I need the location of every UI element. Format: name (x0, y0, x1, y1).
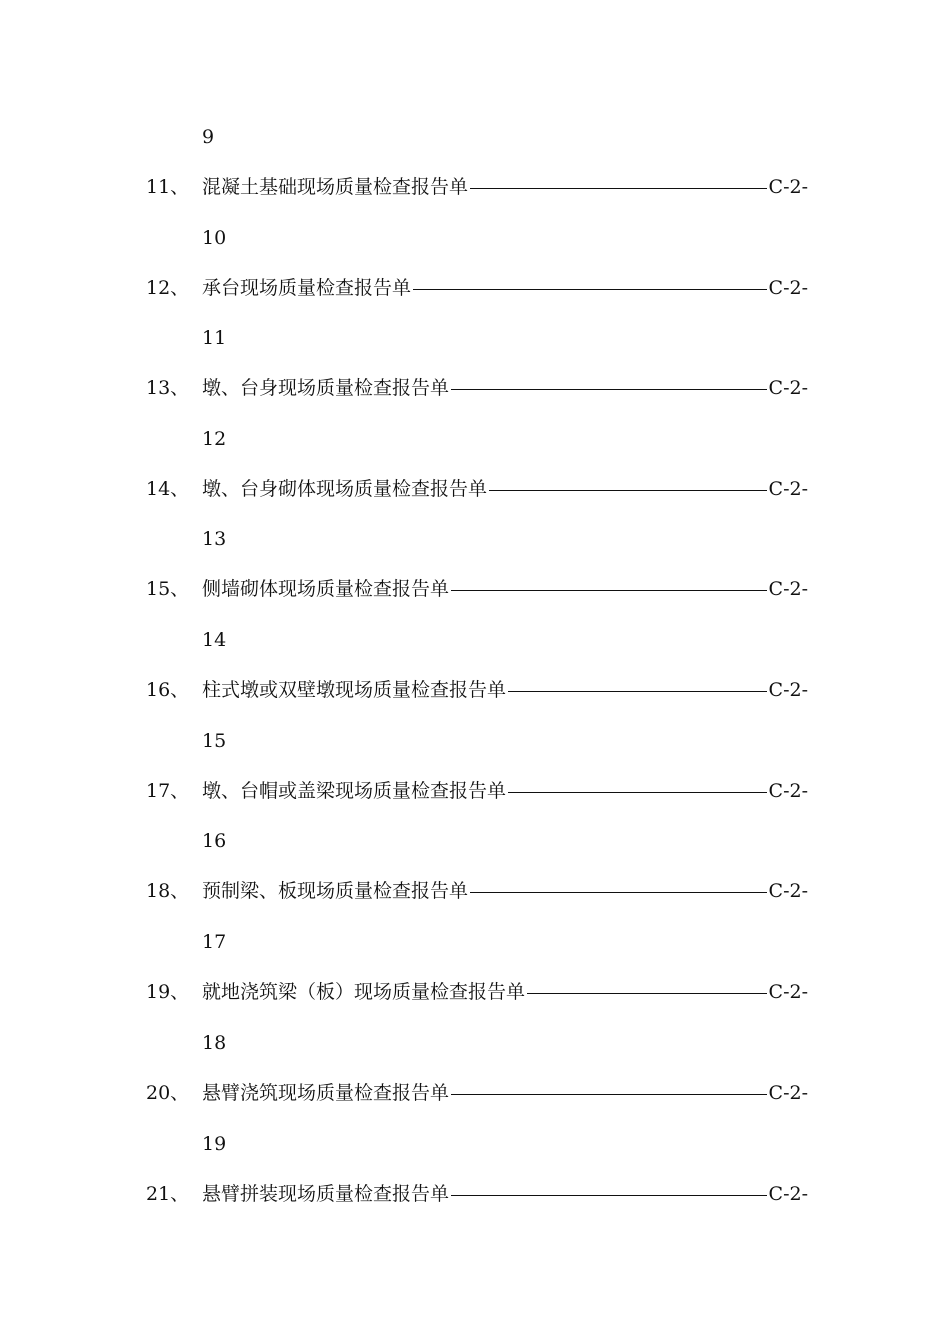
toc-entry-title: 混凝土基础现场质量检查报告单 (202, 176, 469, 198)
toc-entry-title: 侧墙砌体现场质量检查报告单 (202, 578, 450, 600)
toc-entry[interactable] (0, 1073, 950, 1113)
toc-page-suffix: 16 (202, 830, 227, 852)
toc-entry-title: 墩、台帽或盖梁现场质量检查报告单 (202, 780, 507, 802)
toc-continuation-line (0, 1124, 950, 1164)
toc-entry-number: 12、 (146, 277, 190, 299)
toc-entry-number: 11、 (146, 176, 190, 198)
toc-entry[interactable] (0, 569, 950, 609)
toc-leader-line (508, 691, 767, 692)
toc-entry-number: 18、 (146, 880, 190, 902)
toc-entry[interactable] (0, 871, 950, 911)
toc-entry[interactable] (0, 368, 950, 408)
toc-entry-number: 16、 (146, 679, 190, 701)
toc-entry[interactable] (0, 167, 950, 207)
toc-continuation-line (0, 620, 950, 660)
toc-leader-line (451, 590, 767, 591)
toc-entry-code: C-2- (768, 176, 808, 198)
toc-entry-code: C-2- (768, 578, 808, 600)
toc-page-suffix: 12 (202, 428, 227, 450)
toc-entry-code: C-2- (768, 1082, 808, 1104)
toc-page-suffix: 19 (202, 1133, 227, 1155)
toc-continuation-line (0, 1023, 950, 1063)
toc-entry-number: 17、 (146, 780, 190, 802)
toc-entry-number: 21、 (146, 1183, 190, 1205)
toc-entry[interactable] (0, 1174, 950, 1214)
toc-entry[interactable] (0, 268, 950, 308)
toc-entry-title: 就地浇筑梁（板）现场质量检查报告单 (202, 981, 526, 1003)
toc-page-suffix: 15 (202, 730, 227, 752)
toc-entry[interactable] (0, 670, 950, 710)
toc-continuation-line (0, 318, 950, 358)
toc-page-suffix: 17 (202, 931, 227, 953)
toc-entry[interactable] (0, 972, 950, 1012)
toc-continuation-line (0, 419, 950, 459)
toc-entry-title: 墩、台身现场质量检查报告单 (202, 377, 450, 399)
toc-continuation-line (0, 821, 950, 861)
toc-entry-number: 13、 (146, 377, 190, 399)
toc-entry-code: C-2- (768, 880, 808, 902)
toc-leader-line (413, 289, 767, 290)
toc-entry-code: C-2- (768, 277, 808, 299)
toc-continuation-line (0, 721, 950, 761)
toc-entry-number: 19、 (146, 981, 190, 1003)
toc-entry-number: 15、 (146, 578, 190, 600)
toc-page-suffix: 9 (202, 126, 215, 148)
toc-entry-title: 柱式墩或双壁墩现场质量检查报告单 (202, 679, 507, 701)
toc-page-suffix: 14 (202, 629, 227, 651)
toc-entry-code: C-2- (768, 981, 808, 1003)
toc-page-suffix: 11 (202, 327, 227, 349)
toc-continuation-line (0, 218, 950, 258)
toc-page-suffix: 18 (202, 1032, 227, 1054)
toc-leader-line (451, 1195, 767, 1196)
toc-entry-number: 14、 (146, 478, 190, 500)
toc-entry-code: C-2- (768, 377, 808, 399)
toc-entry[interactable] (0, 469, 950, 509)
toc-entry-title: 悬臂拼装现场质量检查报告单 (202, 1183, 450, 1205)
toc-leader-line (451, 1094, 767, 1095)
toc-entry[interactable] (0, 771, 950, 811)
toc-entry-code: C-2- (768, 679, 808, 701)
toc-page-suffix: 13 (202, 528, 227, 550)
toc-continuation-line (0, 922, 950, 962)
toc-entry-title: 墩、台身砌体现场质量检查报告单 (202, 478, 488, 500)
toc-page-suffix: 10 (202, 227, 227, 249)
toc-leader-line (489, 490, 767, 491)
toc-leader-line (470, 892, 767, 893)
toc-entry-title: 预制梁、板现场质量检查报告单 (202, 880, 469, 902)
toc-continuation-line (0, 519, 950, 559)
toc-entry-number: 20、 (146, 1082, 190, 1104)
toc-leader-line (508, 792, 767, 793)
toc-leader-line (451, 389, 767, 390)
toc-entry-code: C-2- (768, 780, 808, 802)
toc-entry-code: C-2- (768, 1183, 808, 1205)
toc-entry-code: C-2- (768, 478, 808, 500)
toc-leader-line (470, 188, 767, 189)
toc-leader-line (527, 993, 767, 994)
toc-entry-title: 悬臂浇筑现场质量检查报告单 (202, 1082, 450, 1104)
toc-entry-title: 承台现场质量检查报告单 (202, 277, 412, 299)
toc-continuation-line (0, 117, 950, 157)
